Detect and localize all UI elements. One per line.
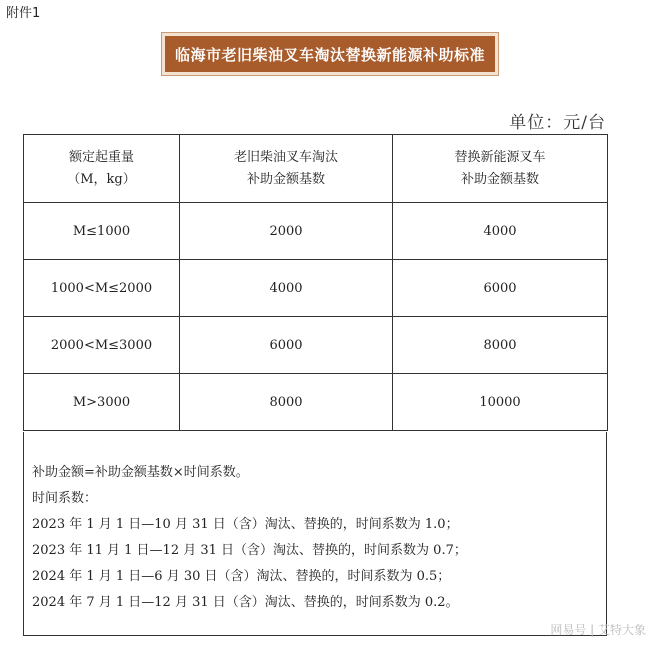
- table-row: [24, 260, 608, 317]
- header-replace-subsidy: [393, 135, 608, 203]
- notes-box: [23, 432, 607, 636]
- note-time-coefficient-heading: 时间系数：: [32, 491, 98, 506]
- note-period-1: 2023 年 1 月 1 日—10 月 31 日（含）淘汰、替换的，时间系数为 1.0；: [32, 517, 459, 532]
- unit-label: 单位：元/台: [509, 113, 606, 133]
- page-title: 临海市老旧柴油叉车淘汰替换新能源补助标准: [174, 45, 485, 64]
- table-header-row: [24, 135, 608, 203]
- capacity-cell: M≤1000: [24, 203, 180, 260]
- capacity-cell: M>3000: [24, 374, 180, 431]
- header-replace-line2: 补助金额基数: [460, 171, 539, 187]
- replace-subsidy-cell: 10000: [393, 374, 608, 431]
- scrap-subsidy-cell: 2000: [180, 203, 393, 260]
- replace-subsidy-cell: 4000: [393, 203, 608, 260]
- header-capacity-line1: 额定起重量: [68, 149, 134, 165]
- header-scrap-line2: 补助金额基数: [246, 171, 325, 187]
- table-row: [24, 203, 608, 260]
- header-capacity-line2: （M，kg）: [67, 171, 136, 187]
- title-banner: [162, 33, 498, 75]
- capacity-cell: 1000<M≤2000: [24, 260, 180, 317]
- replace-subsidy-cell: 6000: [393, 260, 608, 317]
- header-replace-line1: 替换新能源叉车: [454, 149, 546, 165]
- watermark: 网易号 | 艾特大象: [550, 623, 646, 637]
- table-row: [24, 374, 608, 431]
- scrap-subsidy-cell: 8000: [180, 374, 393, 431]
- header-scrap-subsidy: [180, 135, 393, 203]
- scrap-subsidy-cell: 4000: [180, 260, 393, 317]
- attachment-label: 附件1: [6, 6, 41, 21]
- scrap-subsidy-cell: 6000: [180, 317, 393, 374]
- header-scrap-line1: 老旧柴油叉车淘汰: [233, 149, 338, 165]
- header-capacity: [24, 135, 180, 203]
- subsidy-table: [23, 134, 608, 431]
- note-formula: 补助金额=补助金额基数×时间系数。: [32, 465, 249, 480]
- note-period-2: 2023 年 11 月 1 日—12 月 31 日（含）淘汰、替换的，时间系数为 0.7；: [32, 543, 467, 558]
- note-period-3: 2024 年 1 月 1 日—6 月 30 日（含）淘汰、替换的，时间系数为 0.5；: [32, 569, 451, 584]
- capacity-cell: 2000<M≤3000: [24, 317, 180, 374]
- replace-subsidy-cell: 8000: [393, 317, 608, 374]
- note-period-4: 2024 年 7 月 1 日—12 月 31 日（含）淘汰、替换的，时间系数为 0.2。: [32, 595, 459, 610]
- table-row: [24, 317, 608, 374]
